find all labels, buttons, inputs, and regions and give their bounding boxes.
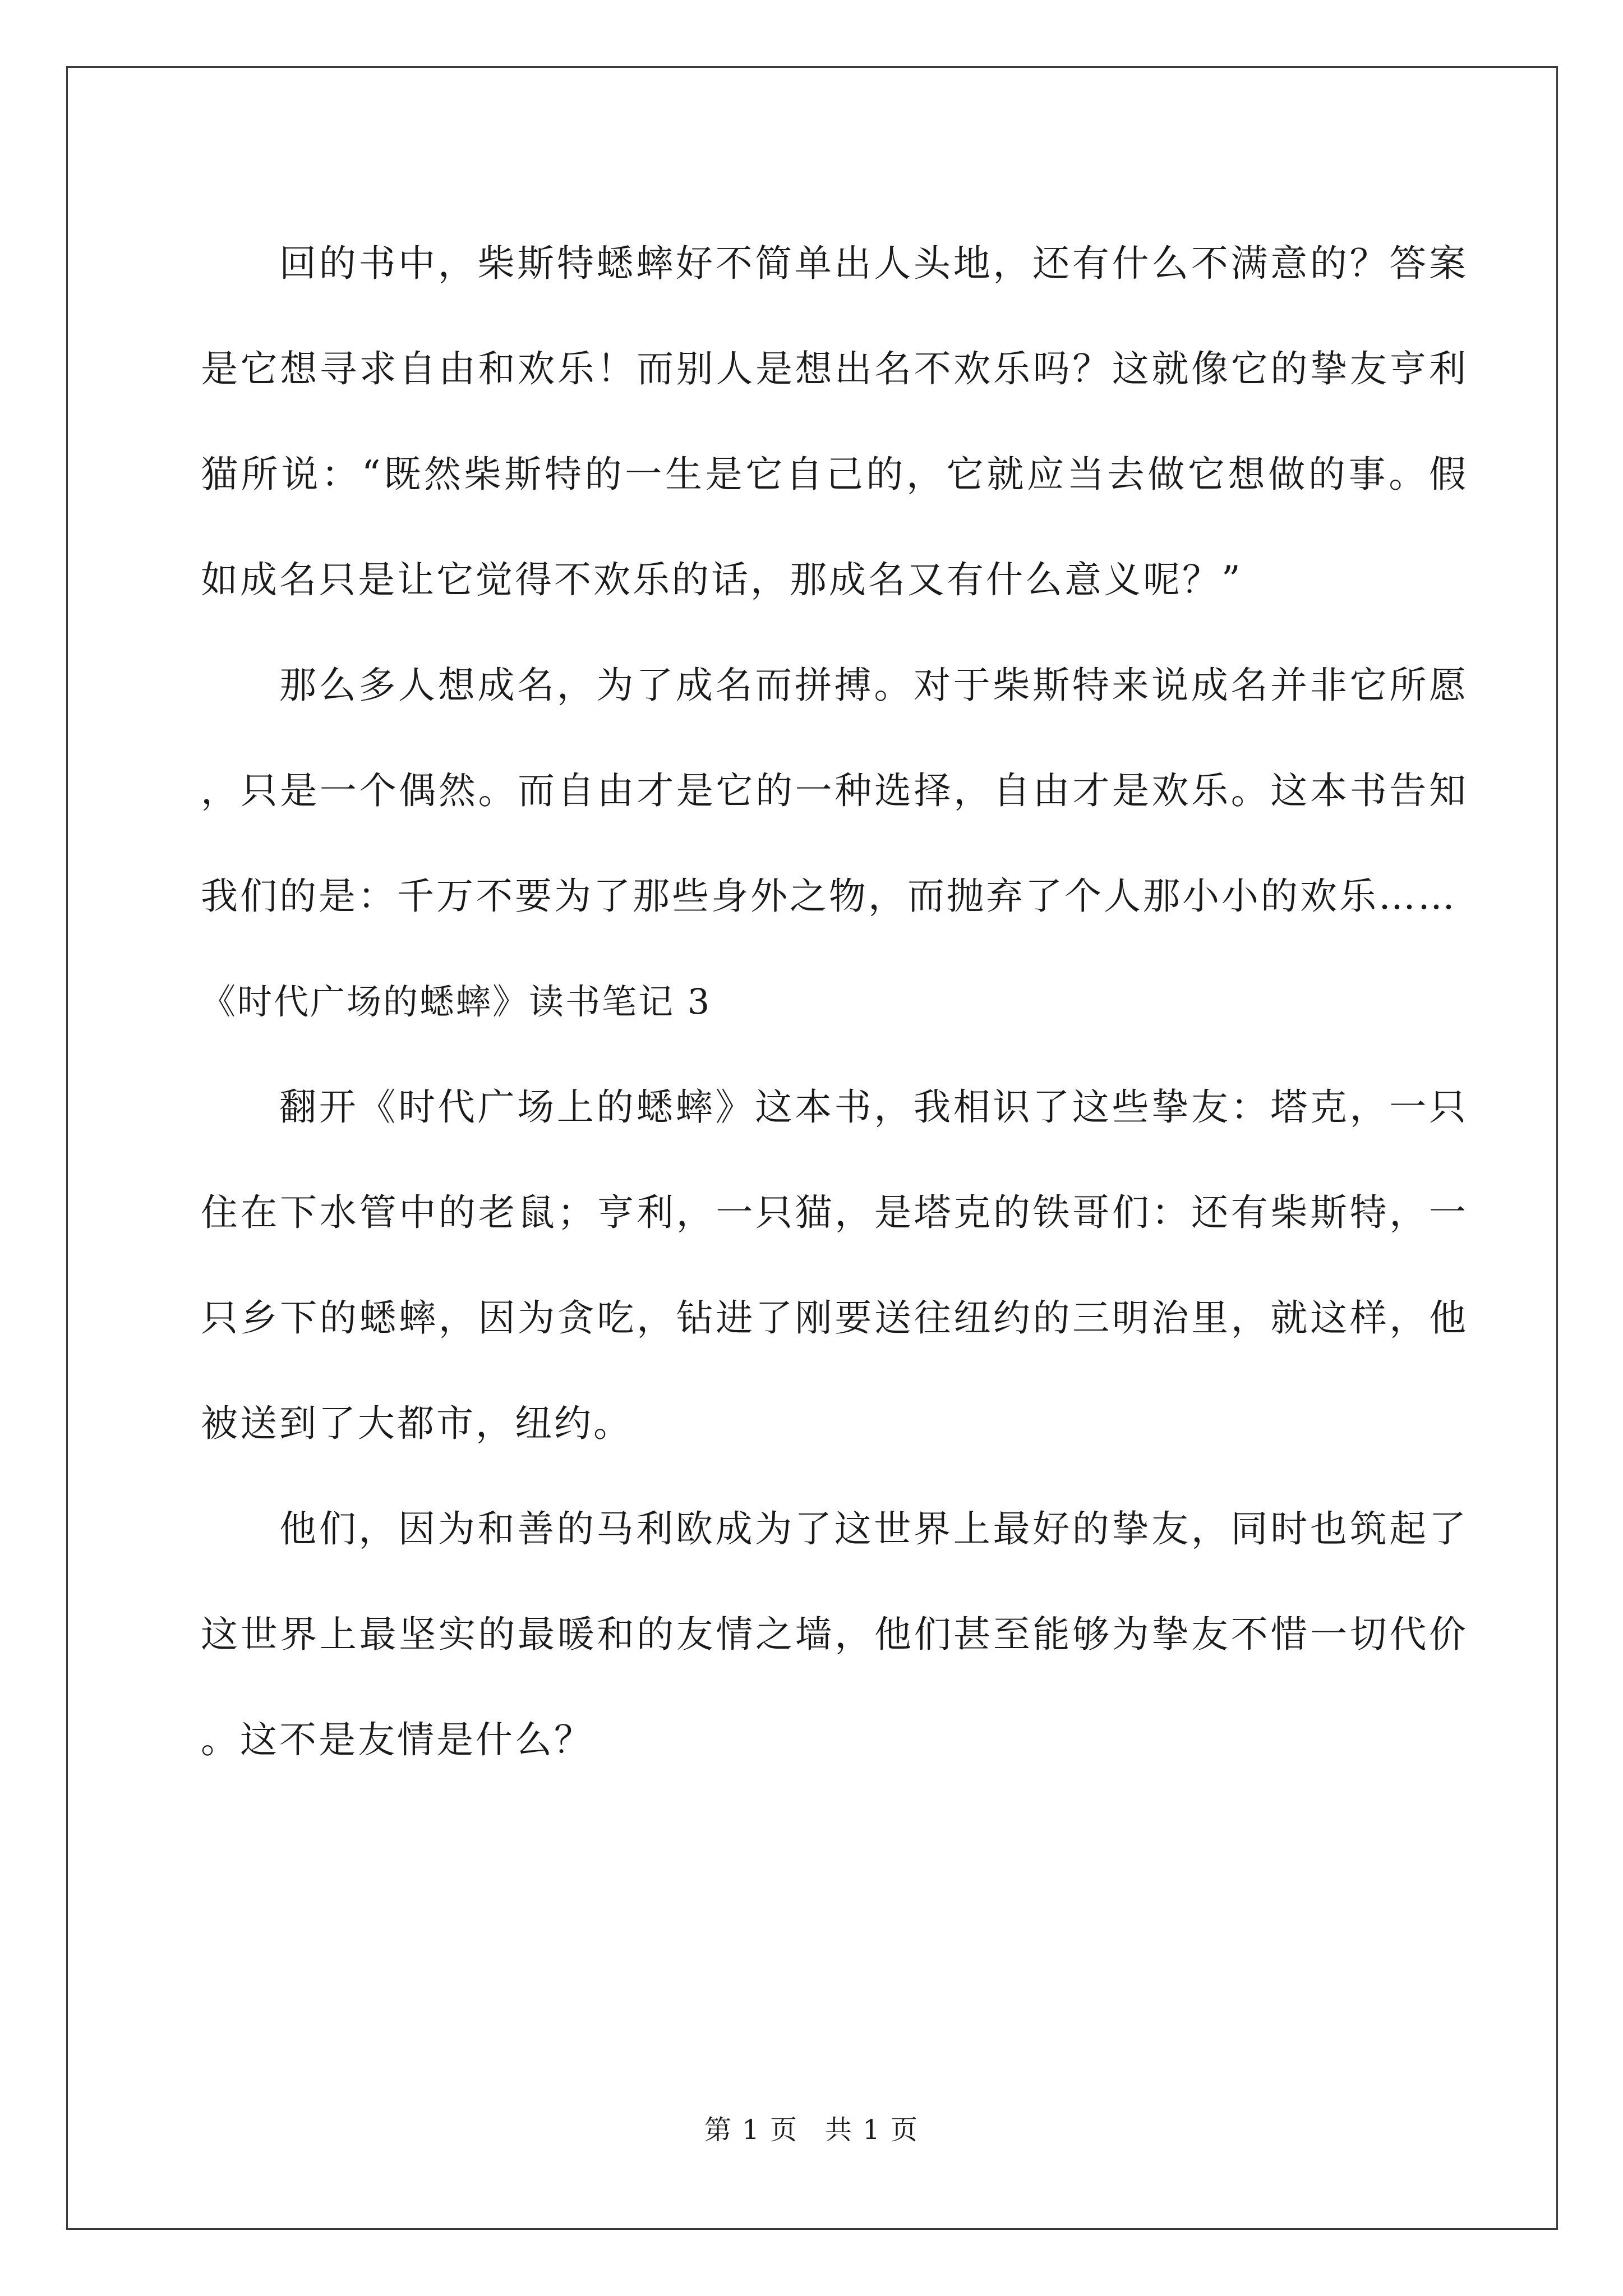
page-number: 第 1 页 xyxy=(704,2114,798,2146)
paragraph: 那么多人想成名，为了成名而拼搏。对于柴斯特来说成名并非它所愿，只是一个偶然。而自由才是它的一种选择，自由才是欢乐。这本书告知我们的是：千万不要为了那些身外之物，而抛弃了个人那小小的欢乐…… xyxy=(201,664,1468,918)
paragraph: 他们，因为和善的马利欧成为了这世界上最好的挚友，同时也筑起了这世界上最坚实的最暖和的友情之墙，他们甚至能够为挚友不惜一切代价。这不是友情是什么？ xyxy=(201,1507,1468,1761)
document-body xyxy=(201,211,1468,1793)
section-heading: 《时代广场的蟋蟀》读书笔记 3 xyxy=(201,981,712,1022)
paragraph: 翻开《时代广场上的蟋蟀》这本书，我相识了这些挚友：塔克，一只住在下水管中的老鼠；亨利，一只猫，是塔克的铁哥们：还有柴斯特，一只乡下的蟋蟀，因为贪吃，钻进了刚要送往纽约的三明治里，就这样，他被送到了大都市，纽约。 xyxy=(201,1085,1468,1445)
page-footer xyxy=(0,2108,1623,2147)
paragraph: 回的书中，柴斯特蟋蟀好不简单出人头地，还有什么不满意的？答案是它想寻求自由和欢乐！而别人是想出名不欢乐吗？这就像它的挚友亨利猫所说：“既然柴斯特的一生是它自己的，它就应当去做它想做的事。假如成名只是让它觉得不欢乐的话，那成名又有什么意义呢？” xyxy=(201,242,1468,601)
page-total: 共 1 页 xyxy=(825,2114,919,2146)
